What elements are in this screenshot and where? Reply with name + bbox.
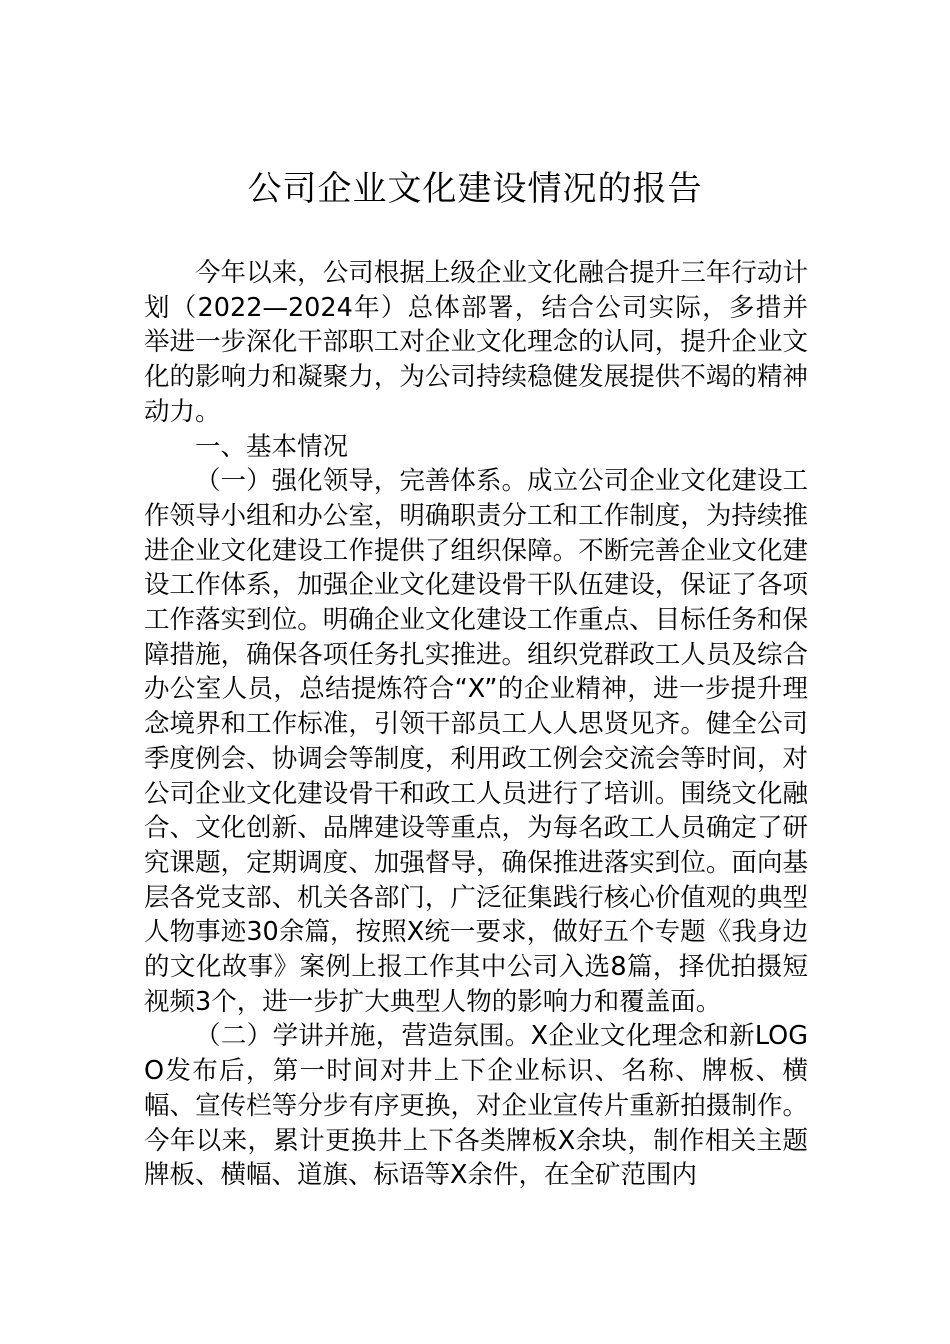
document-body bbox=[144, 256, 808, 1193]
section-heading-basic-situation: 一、基本情况 bbox=[195, 431, 349, 462]
paragraph-learn-and-promote: （二）学讲并施，营造氛围。X企业文化理念和新LOGO发布后，第一时间对井上下企业标识、名称、牌板、横幅、宣传栏等分步有序更换，对企业宣传片重新拍摄制作。今年以来，累计更换井上下各类牌板X余块，制作相关主题牌板、横幅、道旗、标语等X余件，在全矿范围内 bbox=[144, 1021, 808, 1191]
document-title: 公司企业文化建设情况的报告 bbox=[247, 169, 703, 209]
intro-paragraph: 今年以来，公司根据上级企业文化融合提升三年行动计划（2022—2024年）总体部署，结合公司实际，多措并举进一步深化干部职工对企业文化理念的认同，提升企业文化的影响力和凝聚力，为公司持续稳健发展提供不竭的精神动力。 bbox=[144, 258, 808, 427]
paragraph-strengthen-leadership: （一）强化领导，完善体系。成立公司企业文化建设工作领导小组和办公室，明确职责分工和工作制度，为持续推进企业文化建设工作提供了组织保障。不断完善企业文化建设工作体系，加强企业文化建设骨干队伍建设，保证了各项工作落实到位。明确企业文化建设工作重点、目标任务和保障措施，确保各项任务扎实推进。组织党群政工人员及综合办公室人员，总结提炼符合“X”的企业精神，进一步提升理念境界和工作标准，引领干部员工人人思贤见齐。健全公司季度例会、协调会等制度，利用政工例会交流会等时间，对公司企业文化建设骨干和政工人员进行了培训。围绕文化融合、文化创新、品牌建设等重点，为每名政工人员确定了研究课题，定期调度、加强督导，确保推进落实到位。面向基层各党支部、机关各部门，广泛征集践行核心价值观的典型人物事迹30余篇，按照X统一要求，做好五个专题《我身边的文化故事》案例上报工作其中公司入选8篇，择优拍摄短视频3个，进一步扩大典型人物的影响力和覆盖面。 bbox=[144, 466, 808, 1017]
